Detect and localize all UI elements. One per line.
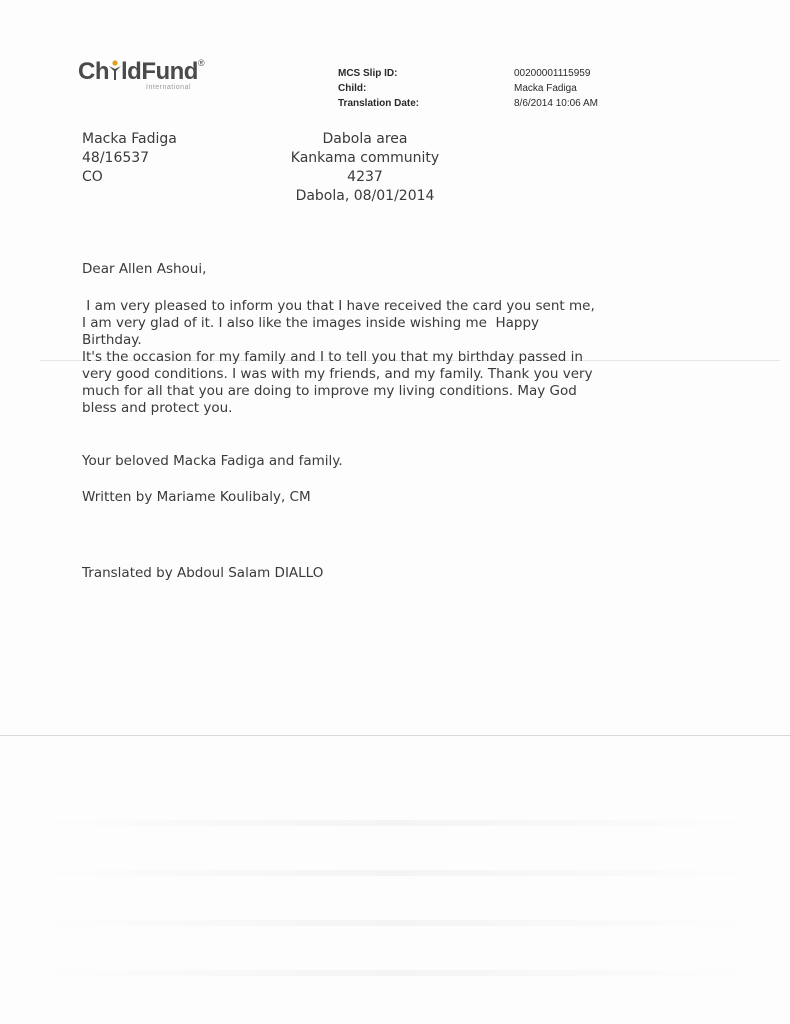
translation-date-value: 8/6/2014 10:06 AM xyxy=(514,98,598,109)
letter-line: It's the occasion for my family and I to tell you that my birthday passed in xyxy=(82,349,583,365)
child-value: Macka Fadiga xyxy=(514,83,577,94)
location-community: Kankama community xyxy=(290,150,440,166)
letter-closing: Your beloved Macka Fadiga and family. xyxy=(82,453,343,469)
location-number: 4237 xyxy=(347,169,383,185)
scan-line xyxy=(0,735,790,736)
child-label: Child: xyxy=(338,83,367,94)
translation-date-label: Translation Date: xyxy=(338,98,420,109)
letter-line: bless and protect you. xyxy=(82,400,233,416)
letter-greeting: Dear Allen Ashoui, xyxy=(82,261,207,277)
logo-subtitle: International xyxy=(146,84,192,91)
location-area: Dabola area xyxy=(322,131,408,147)
scan-noise xyxy=(30,970,760,976)
registered-mark: ® xyxy=(197,58,205,68)
logo-text-part2: ldFund xyxy=(121,58,198,85)
letter-line: I am very pleased to inform you that I have received the card you sent me, xyxy=(82,298,595,314)
scan-noise xyxy=(30,870,760,876)
sender-code: CO xyxy=(82,169,103,185)
scan-noise xyxy=(30,920,760,926)
sender-number: 48/16537 xyxy=(82,150,150,166)
scan-noise xyxy=(30,820,760,826)
letter-line: I am very glad of it. I also like the images inside wishing me Happy xyxy=(82,315,540,331)
translated-by: Translated by Abdoul Salam DIALLO xyxy=(82,565,324,581)
logo-wordmark xyxy=(78,58,204,86)
sender-name: Macka Fadiga xyxy=(82,131,177,147)
letter-line: Birthday. xyxy=(82,332,142,348)
logo-text-part1: Ch xyxy=(78,58,109,85)
childfund-logo xyxy=(78,58,218,98)
letter-line: very good conditions. I was with my friends, and my family. Thank you very xyxy=(82,366,593,382)
sender-block xyxy=(82,130,177,187)
slip-labels xyxy=(338,66,419,111)
mcs-slip-id-label: MCS Slip ID: xyxy=(338,68,398,79)
letter-body xyxy=(82,298,682,417)
mcs-slip-id-value: 00200001115959 xyxy=(514,68,591,79)
slip-values xyxy=(514,66,598,111)
location-place-date: Dabola, 08/01/2014 xyxy=(295,188,435,204)
child-figure-icon xyxy=(108,58,122,82)
written-by: Written by Mariame Koulibaly, CM xyxy=(82,489,311,505)
location-block xyxy=(270,130,460,206)
letter-line: much for all that you are doing to improve my living conditions. May God xyxy=(82,383,577,399)
